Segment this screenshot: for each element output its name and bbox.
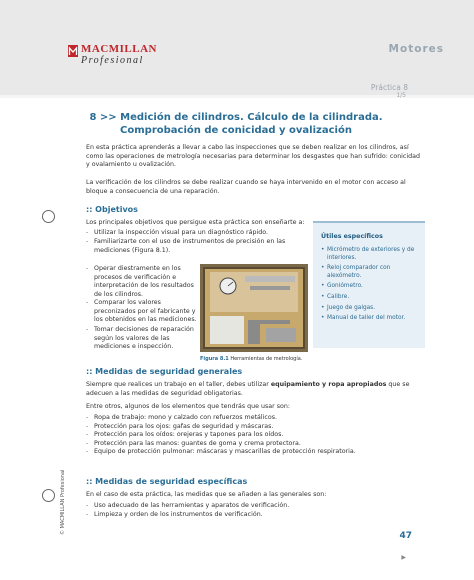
binder-hole <box>42 210 55 223</box>
binder-hole <box>42 489 55 502</box>
list-item: - Limpieza y orden de los instrumentos de verificación. <box>86 511 424 520</box>
logo-subtitle: Profesional <box>81 55 144 66</box>
safety-specific-list <box>86 502 424 519</box>
intro-paragraph-2: La verificación de los cilindros se debe realizar cuando se haya intervenido en el motor con acceso al bloque a consecuencia de una reparación. <box>86 179 406 195</box>
logo-brand: MACMILLAN <box>81 43 157 55</box>
list-item: - Ropa de trabajo: mono y calzado con refuerzos metálicos. <box>86 414 424 423</box>
tool-item: • Manual de taller del motor. <box>321 315 421 323</box>
safety-specific-intro: En el caso de esta práctica, las medidas que se añaden a las generales son: <box>86 491 327 498</box>
safety-general-list <box>86 414 424 457</box>
page-number: 47 <box>399 531 412 541</box>
list-item: - Protección para las manos: guantes de goma y crema protectora. <box>86 440 424 449</box>
list-item: - Protección para los oídos: orejeras y tapones para los oídos. <box>86 431 424 440</box>
paragraph-text: que se adecuen a las medidas de seguridad obligatorias. <box>86 381 410 397</box>
figure-metrology-tools-photo <box>200 264 308 352</box>
tool-item: • Juego de galgas. <box>321 305 421 313</box>
logo-mark-icon <box>68 45 78 57</box>
list-item: - Uso adecuado de las herramientas y aparatos de verificación. <box>86 502 424 511</box>
list-item: - Protección para los ojos: gafas de seguridad y máscaras. <box>86 423 424 432</box>
title-line-1: 8 >> Medición de cilindros. Cálculo de la cilindrada. <box>89 112 383 123</box>
safety-general-intro: Entre otros, algunos de los elementos que tendrás que usar son: <box>86 403 291 410</box>
list-item: - Familiarizarte con el uso de instrumentos de precisión en las mediciones (Figura 8.1). <box>86 238 314 255</box>
intro-paragraph-1: En esta práctica aprenderás a llevar a cabo las inspecciones que se deben realizar en los cilindros, así como las operaciones de metrología necesarias para determinar los desgastes que han sufrido: conicidad y ovalamiento u ovalización. <box>86 144 420 169</box>
section-title: Motores <box>388 43 444 55</box>
tool-item: • Micrómetro de exteriores y de interiores. <box>321 247 421 262</box>
tools-title: Útiles específicos <box>321 233 383 240</box>
safety-specific-heading: :: Medidas de seguridad específicas <box>86 477 248 486</box>
tool-item: • Calibre. <box>321 294 421 302</box>
copyright-notice: © MACMILLAN Profesional <box>60 469 66 535</box>
paragraph-text: Siempre que realices un trabajo en el taller, debes utilizar <box>86 381 271 388</box>
figure-caption-text: Herramientas de metrología. <box>230 356 303 362</box>
list-item: - Utilizar la inspección visual para un diagnóstico rápido. <box>86 229 314 238</box>
next-page-arrow-icon: ▶ <box>401 554 406 561</box>
objectives-intro: Los principales objetivos que persigue esta práctica son enseñarte a: <box>86 219 305 226</box>
figure-label: Figura 8.1 <box>200 356 229 362</box>
tools-sidebar <box>313 221 425 348</box>
safety-general-heading: :: Medidas de seguridad generales <box>86 367 243 376</box>
page-title <box>86 111 386 137</box>
list-item: - Operar diestramente en los procesos de verificación e interpretación de los resultados de los cilindros. <box>86 265 199 299</box>
tool-item: • Goniómetro. <box>321 283 421 291</box>
list-item: - Equipo de protección pulmonar: máscaras y mascarillas de protección respiratoria. <box>86 448 424 457</box>
tool-item: • Reloj comparador con alexómetro. <box>321 265 421 280</box>
objectives-heading: :: Objetivos <box>86 205 138 214</box>
title-line-2: Comprobación de conicidad y ovalización <box>120 125 352 136</box>
list-item: - Tomar decisiones de reparación según los valores de las mediciones e inspección. <box>86 326 199 352</box>
list-item: - Comparar los valores preconizados por el fabricante y los obtenidos en las mediciones. <box>86 299 199 325</box>
tools-list <box>321 247 421 326</box>
figure-caption <box>200 356 302 362</box>
safety-general-paragraph <box>86 381 424 398</box>
practice-page: 1/5 <box>396 92 406 99</box>
paragraph-bold-text: equipamiento y ropa apropiados <box>270 381 387 388</box>
practice-label: Práctica 8 <box>370 83 408 92</box>
